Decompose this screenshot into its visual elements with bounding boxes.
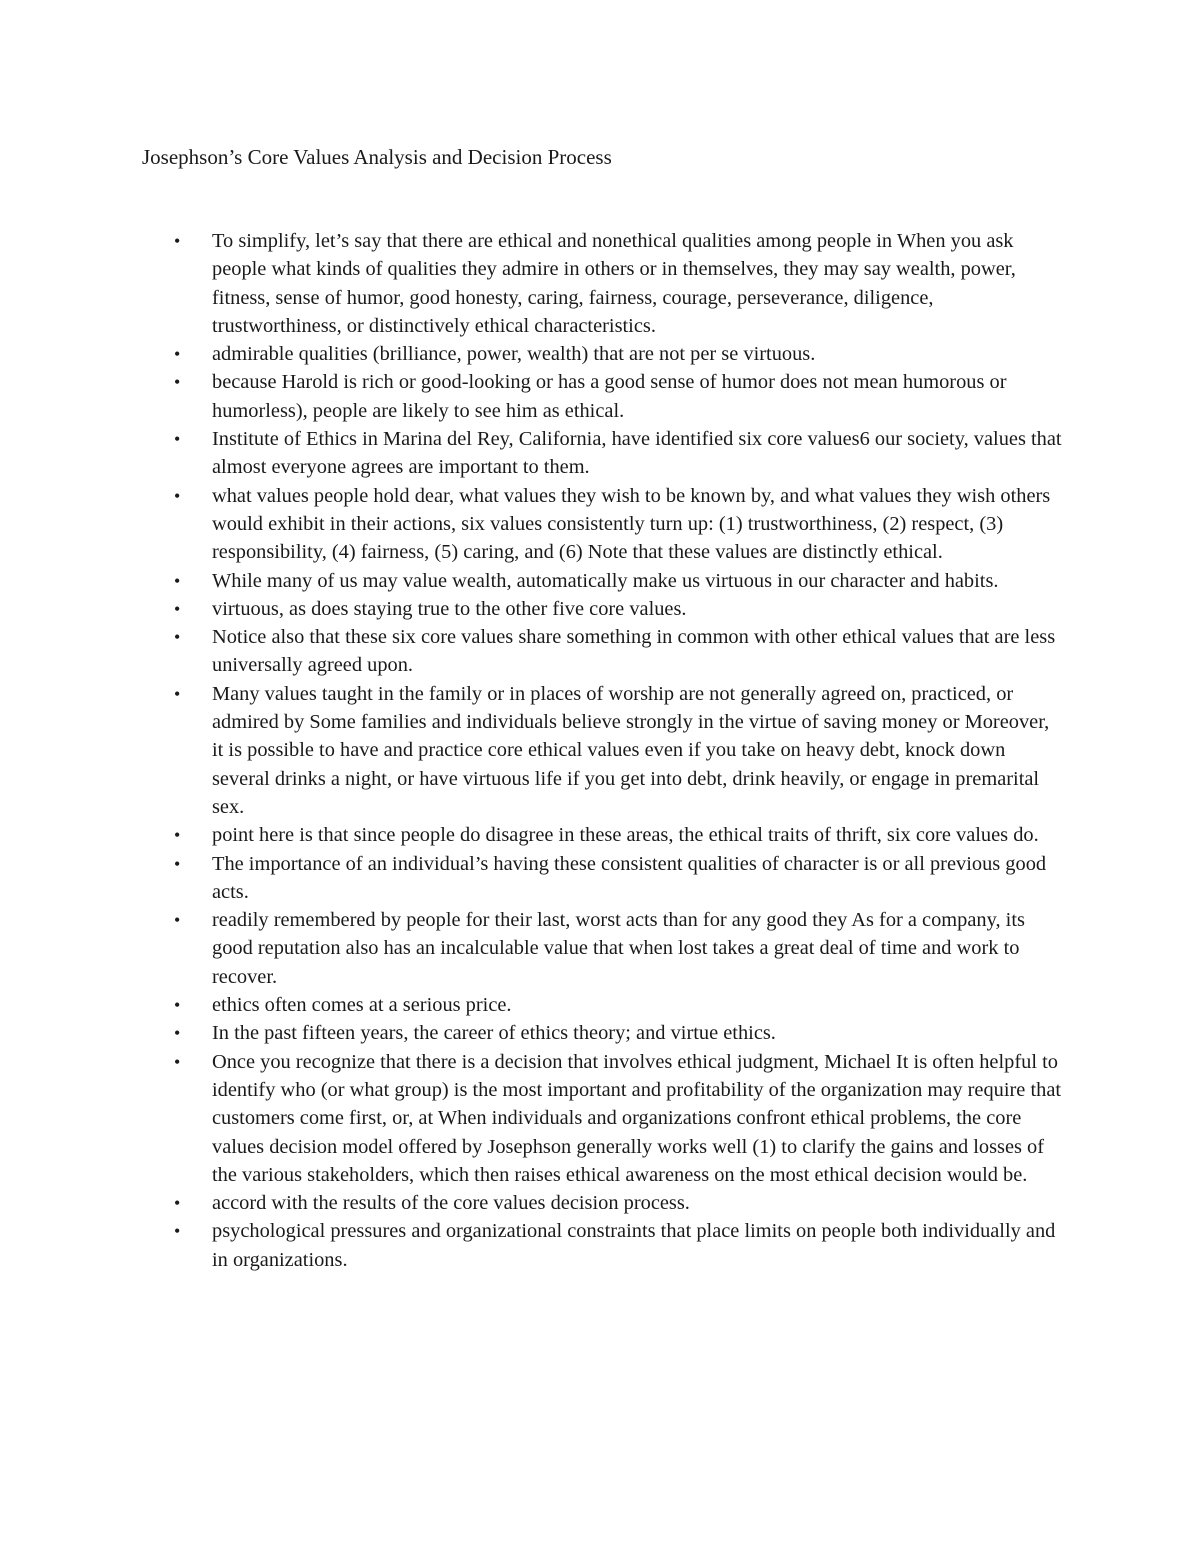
- bullet-text: Many values taught in the family or in places of worship are not generally agreed on, practiced, or admired by Some families and individuals believe strongly in the virtue of saving money or Moreover, it is possible to have and practice core ethical values even if you take on heavy debt, knock down several drinks a night, or have virtuous life if you get into debt, drink heavily, or engage in premarital sex.: [212, 682, 1050, 818]
- bullet-point-icon: •: [174, 429, 181, 450]
- bullet-item: [142, 1019, 1062, 1047]
- bullet-text: because Harold is rich or good-looking or has a good sense of humor does not mean humorous or humorless), people are likely to see him as ethical.: [212, 371, 1007, 422]
- bullet-text: psychological pressures and organizational constraints that place limits on people both individually and in organizations.: [212, 1220, 1056, 1271]
- bullet-point-icon: •: [174, 683, 181, 704]
- bullet-text: admirable qualities (brilliance, power, wealth) that are not per se virtuous.: [212, 343, 816, 366]
- bullet-text: To simplify, let’s say that there are ethical and nonethical qualities among people in When you ask people what kinds of qualities they admire in others or in themselves, they may say wealth, power, fitness, sense of humor, good honesty, caring, fairness, courage, perseverance, diligence, trustworthiness, or distinctively ethical characteristics.: [212, 230, 1016, 337]
- bullet-point-icon: •: [174, 570, 181, 591]
- bullet-text: The importance of an individual’s having these consistent qualities of character is or all previous good acts.: [212, 852, 1047, 903]
- bullet-point-icon: •: [174, 995, 181, 1016]
- bullet-text: what values people hold dear, what values they wish to be known by, and what values they wish others would exhibit in their actions, six values consistently turn up: (1) trustworthiness, (2) respect, (3) responsibility, (4) fairness, (5) caring, and (6) Note that these values are distinctly ethical.: [212, 484, 1051, 564]
- bullet-text: Once you recognize that there is a decision that involves ethical judgment, Michael It is often helpful to identify who (or what group) is the most important and profitability of the organization may require that customers come first, or, at When individuals and organizations confront ethical problems, the core values decision model offered by Josephson generally works well (1) to clarify the gains and losses of the various stakeholders, which then raises ethical awareness on the most ethical decision would be.: [212, 1050, 1062, 1186]
- bullet-item: [142, 567, 1062, 595]
- bullet-item: [142, 595, 1062, 623]
- bullet-item: [142, 1217, 1062, 1274]
- bullet-list: [142, 227, 1062, 1274]
- bullet-item: [142, 425, 1062, 482]
- document-title: Josephson’s Core Values Analysis and Decision Process: [142, 145, 612, 169]
- bullet-text: Notice also that these six core values share something in common with other ethical values that are less universally agreed upon.: [212, 626, 1056, 677]
- bullet-item: [142, 991, 1062, 1019]
- bullet-point-icon: •: [174, 598, 181, 619]
- bullet-item: [142, 623, 1062, 680]
- bullet-text: While many of us may value wealth, automatically make us virtuous in our character and habits.: [212, 569, 999, 592]
- bullet-item: [142, 340, 1062, 368]
- bullet-item: [142, 1048, 1062, 1189]
- bullet-text: readily remembered by people for their last, worst acts than for any good they As for a company, its good reputation also has an incalculable value that when lost takes a great deal of time and work to recover.: [212, 909, 1025, 988]
- bullet-point-icon: •: [174, 372, 181, 393]
- bullet-point-icon: •: [174, 825, 181, 846]
- bullet-item: [142, 906, 1062, 991]
- bullet-text: accord with the results of the core values decision process.: [212, 1192, 690, 1215]
- bullet-item: [142, 482, 1062, 567]
- bullet-text: In the past fifteen years, the career of ethics theory; and virtue ethics.: [212, 1022, 776, 1045]
- bullet-item: [142, 227, 1062, 340]
- bullet-point-icon: •: [174, 1221, 181, 1242]
- bullet-item: [142, 368, 1062, 425]
- bullet-point-icon: •: [174, 1051, 181, 1072]
- bullet-point-icon: •: [174, 853, 181, 874]
- bullet-point-icon: •: [174, 910, 181, 931]
- bullet-item: [142, 850, 1062, 907]
- bullet-point-icon: •: [174, 485, 181, 506]
- bullet-text: Institute of Ethics in Marina del Rey, California, have identified six core values6 our society, values that almost everyone agrees are important to them.: [212, 428, 1062, 479]
- bullet-point-icon: •: [174, 627, 181, 648]
- bullet-text: virtuous, as does staying true to the other five core values.: [212, 597, 687, 620]
- bullet-item: [142, 1189, 1062, 1217]
- bullet-item: [142, 821, 1062, 849]
- bullet-point-icon: •: [174, 231, 181, 251]
- bullet-point-icon: •: [174, 1023, 181, 1044]
- bullet-text: point here is that since people do disagree in these areas, the ethical traits of thrift, six core values do.: [212, 824, 1039, 847]
- bullet-text: ethics often comes at a serious price.: [212, 994, 512, 1017]
- bullet-item: [142, 680, 1062, 821]
- bullet-point-icon: •: [174, 1193, 181, 1214]
- bullet-point-icon: •: [174, 344, 181, 365]
